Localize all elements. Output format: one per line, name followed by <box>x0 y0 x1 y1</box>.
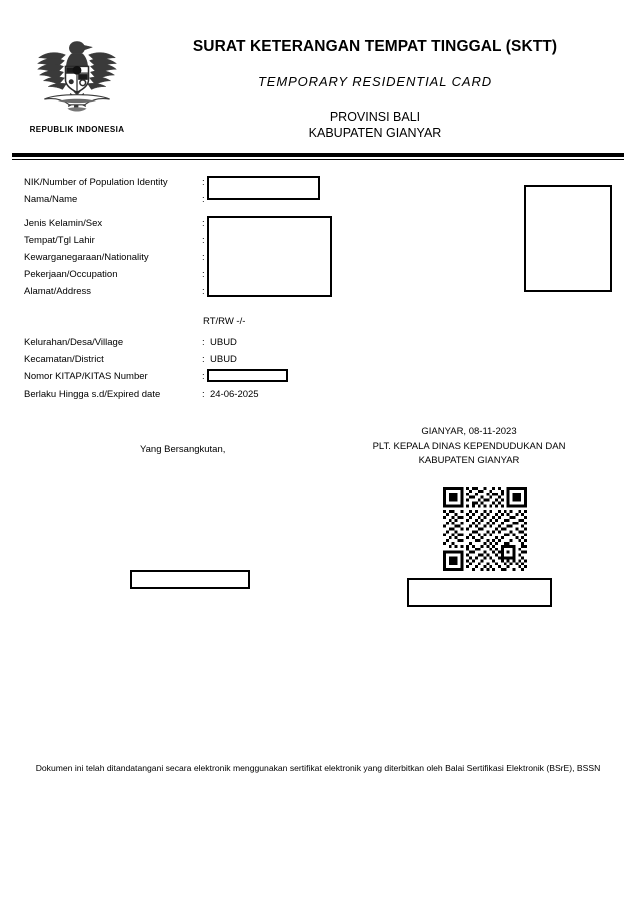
field-kewarganegaraan-label: Kewarganegaraan/Nationality <box>24 252 149 263</box>
redaction-box-officer-signature <box>407 578 552 607</box>
field-berlaku-hingga-label: Berlaku Hingga s.d/Expired date <box>24 389 161 400</box>
signature-right-block <box>340 425 598 469</box>
field-kelurahan-value: UBUD <box>210 337 237 348</box>
field-nama-label: Nama/Name <box>24 194 78 205</box>
field-nik-colon: : <box>202 177 205 188</box>
field-kelurahan-label: Kelurahan/Desa/Village <box>24 337 124 348</box>
field-kelurahan-colon: : <box>202 337 205 348</box>
field-nomor-kitap-label: Nomor KITAP/KITAS Number <box>24 371 148 382</box>
national-emblem-block <box>18 28 136 134</box>
signature-left-caption: Yang Bersangkutan, <box>140 444 226 455</box>
signature-officer-line2: KABUPATEN GIANYAR <box>418 455 520 467</box>
field-alamat-colon: : <box>202 286 205 297</box>
document-title-english: TEMPORARY RESIDENTIAL CARD <box>257 73 493 89</box>
redaction-box-personal-details <box>207 216 332 297</box>
document-title-indonesian: SURAT KETERANGAN TEMPAT TINGGAL (SKTT) <box>192 38 558 55</box>
field-tempat-tgl-lahir-colon: : <box>202 235 205 246</box>
field-kecamatan-colon: : <box>202 354 205 365</box>
field-jenis-kelamin-colon: : <box>202 218 205 229</box>
field-pekerjaan-colon: : <box>202 269 205 280</box>
document-title-block <box>140 38 610 142</box>
province-name: PROVINSI BALI <box>329 109 421 124</box>
electronic-signature-notice: Dokumen ini telah ditandatangani secara elektronik menggunakan sertifikat elektronik yang diterbitkan oleh Balai Sertifikasi Elektronik (BSrE), BSSN <box>35 763 601 773</box>
qr-code <box>443 487 527 571</box>
field-pekerjaan-label: Pekerjaan/Occupation <box>24 269 118 280</box>
field-jenis-kelamin-label: Jenis Kelamin/Sex <box>24 218 103 229</box>
header-divider <box>12 153 624 160</box>
redaction-box-nik-nama <box>207 176 320 200</box>
signature-place-date: GIANYAR, 08-11-2023 <box>421 426 517 437</box>
field-tempat-tgl-lahir-label: Tempat/Tgl Lahir <box>24 235 95 246</box>
field-alamat-label: Alamat/Address <box>24 286 92 297</box>
field-kecamatan-label: Kecamatan/District <box>24 354 104 365</box>
signature-officer-line1: PLT. KEPALA DINAS KEPENDUDUKAN DAN <box>372 440 566 452</box>
field-kecamatan-value: UBUD <box>210 354 237 365</box>
emblem-caption: REPUBLIK INDONESIA <box>29 125 125 134</box>
garuda-pancasila-icon <box>29 28 125 124</box>
field-berlaku-hingga-colon: : <box>202 389 205 400</box>
field-berlaku-hingga-value: 24-06-2025 <box>210 389 259 400</box>
field-kewarganegaraan-colon: : <box>202 252 205 263</box>
regency-name: KABUPATEN GIANYAR <box>308 126 442 141</box>
field-nama-colon: : <box>202 194 205 205</box>
field-nomor-kitap-colon: : <box>202 371 205 382</box>
redaction-box-nomor-kitap <box>207 369 288 382</box>
photo-frame <box>524 185 612 292</box>
field-nik-label: NIK/Number of Population Identity <box>24 177 168 188</box>
divider-thin-line <box>12 159 624 160</box>
redaction-box-holder-signature <box>130 570 250 589</box>
field-rt-rw: RT/RW -/- <box>203 316 246 327</box>
